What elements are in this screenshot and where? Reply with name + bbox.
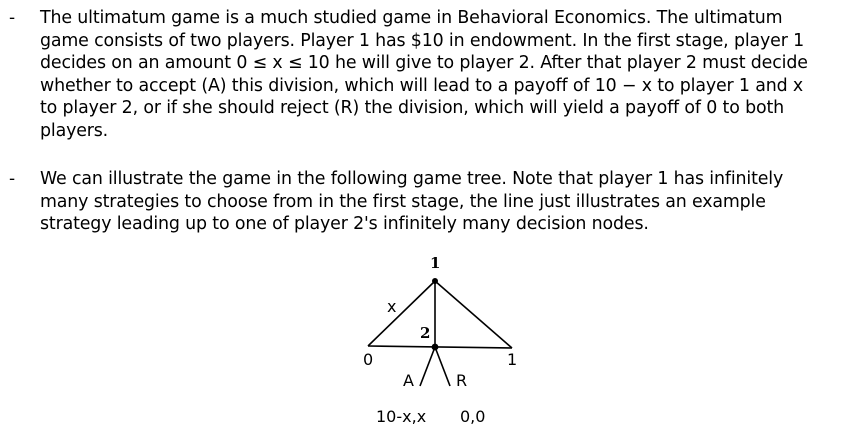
bullet-marker: - [9,8,16,28]
bullet-ultimatum-description [9,7,839,147]
edge-root-to-right [435,281,512,348]
text-line: game consists of two players. Player 1 has $10 in endowment. In the first stage, player 1 [40,30,804,51]
bullet-game-tree-description [9,168,839,238]
right-endpoint-label: 1 [507,350,518,369]
root-node [432,278,438,284]
edge-reject [435,347,450,386]
player2-decision-node [432,344,439,351]
player2-label: 2 [420,324,431,342]
game-tree-diagram [340,244,540,434]
paragraph-ultimatum-description [40,7,839,142]
reject-payoff-label: 0,0 [460,407,486,426]
paragraph-game-tree-description [40,168,839,236]
bullet-marker: - [9,169,16,189]
text-line: decides on an amount 0 ≤ x ≤ 10 he will give to player 2. After that player 2 must decide [40,53,808,73]
text-line: whether to accept (A) this division, which will lead to a payoff of 10 − x to player 1 and x [40,75,804,96]
left-endpoint-label: 0 [363,350,374,369]
text-line: many strategies to choose from in the first stage, the line just illustrates an example [40,191,766,212]
edge-accept [420,347,435,386]
edge-left-to-right-base [368,346,512,348]
root-player-label: 1 [430,254,441,272]
text-line: players. [40,120,109,141]
reject-action-label: R [456,371,468,390]
edge-x-label: x [387,297,397,316]
accept-payoff-label: 10-x,x [376,407,427,426]
accept-action-label: A [403,371,414,390]
text-line: strategy leading up to one of player 2's infinitely many decision nodes. [40,214,649,234]
text-line: The ultimatum game is a much studied game in Behavioral Economics. The ultimatum [40,8,783,28]
text-line: to player 2, or if she should reject (R) the division, which will yield a payoff of 0 to both [40,98,784,118]
text-line: We can illustrate the game in the following game tree. Note that player 1 has infinitely [40,169,784,189]
